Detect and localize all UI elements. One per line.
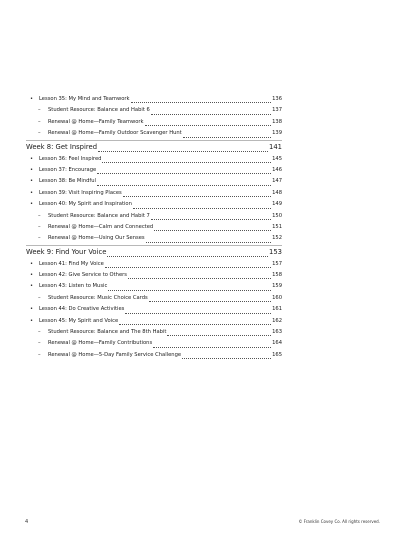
bullet-marker: •: [30, 201, 34, 208]
dash-marker: –: [38, 351, 41, 358]
toc-entry-page: 150: [272, 212, 282, 219]
toc-sub-entry: [26, 222, 282, 233]
toc-entry-page: 141: [269, 142, 282, 151]
toc-entry-page: 145: [272, 155, 282, 162]
toc-entry-page: 163: [272, 329, 282, 336]
toc-entry-page: 149: [272, 201, 282, 208]
toc-sub-entry: [26, 211, 282, 222]
toc-entry-title: Student Resource: Balance and Habit 6: [48, 107, 150, 114]
dot-leader: [102, 162, 271, 163]
toc-lesson-entry: [26, 176, 282, 187]
toc-lesson-entry: [26, 316, 282, 327]
dash-marker: –: [38, 107, 41, 114]
toc-sub-entry: [26, 233, 282, 244]
toc-sub-entry: [26, 327, 282, 338]
bullet-marker: •: [30, 189, 34, 196]
toc-entry-title: Renewal @ Home—Using Our Senses: [48, 235, 145, 242]
toc-entry-title: Renewal @ Home—Family Teamwork: [48, 118, 144, 125]
toc-sub-entry: [26, 293, 282, 304]
dot-leader: [146, 242, 272, 243]
toc-lesson-entry: [26, 281, 282, 292]
toc-entry-title: Week 9: Find Your Voice: [26, 247, 107, 256]
toc-entry-page: 164: [272, 340, 282, 347]
bullet-marker: •: [30, 272, 34, 279]
toc-entry-page: 148: [272, 189, 282, 196]
toc-lesson-entry: [26, 304, 282, 315]
bullet-marker: •: [30, 283, 34, 290]
toc-entry-page: 152: [272, 235, 282, 242]
toc-entry-title: Lesson 42: Give Service to Others: [39, 272, 127, 279]
dash-marker: –: [38, 223, 41, 230]
toc-entry-title: Week 8: Get Inspired: [26, 142, 98, 151]
toc-entry-page: 158: [272, 272, 282, 279]
toc-entry-title: Lesson 45: My Spirit and Voice: [39, 317, 119, 324]
dot-leader: [98, 151, 268, 152]
toc-entry-title: Lesson 41: Find My Voice: [39, 260, 104, 267]
toc-lesson-entry: [26, 259, 282, 270]
dot-leader: [128, 278, 271, 279]
toc-sub-entry: [26, 128, 282, 139]
toc-entry-title: Renewal @ Home—Calm and Connected: [48, 223, 154, 230]
dot-leader: [182, 358, 271, 359]
dot-leader: [125, 313, 271, 314]
dot-leader: [149, 301, 271, 302]
dash-marker: –: [38, 130, 41, 137]
dot-leader: [183, 137, 271, 138]
toc-lesson-entry: [26, 94, 282, 105]
copyright-notice: © Franklin Covey Co. All rights reserved.: [298, 519, 380, 524]
dot-leader: [154, 230, 271, 231]
bullet-marker: •: [30, 155, 34, 162]
toc-entry-title: Renewal @ Home—Family Outdoor Scavenger Hunt: [48, 130, 182, 137]
dot-leader: [108, 290, 271, 291]
dot-leader: [107, 256, 268, 257]
toc-entry-page: 139: [272, 130, 282, 137]
toc-entry-page: 151: [272, 223, 282, 230]
dot-leader: [151, 219, 271, 220]
dot-leader: [97, 173, 271, 174]
dash-marker: –: [38, 118, 41, 125]
toc-entry-title: Student Resource: Balance and Habit 7: [48, 212, 150, 219]
toc-entry-page: 159: [272, 283, 282, 290]
toc-entry-page: 147: [272, 178, 282, 185]
toc-entry-page: 153: [269, 247, 282, 256]
toc-section-heading: [26, 245, 282, 259]
dot-leader: [131, 102, 272, 103]
toc-entry-page: 161: [272, 306, 282, 313]
toc-entry-page: 146: [272, 166, 282, 173]
bullet-marker: •: [30, 317, 34, 324]
toc-entry-title: Student Resource: Music Choice Cards: [48, 294, 148, 301]
toc-entry-title: Lesson 36: Feel Inspired: [39, 155, 102, 162]
toc-lesson-entry: [26, 154, 282, 165]
dash-marker: –: [38, 235, 41, 242]
dot-leader: [97, 185, 271, 186]
toc-entry-title: Renewal @ Home—Family Contributions: [48, 340, 153, 347]
bullet-marker: •: [30, 178, 34, 185]
toc-entry-title: Student Resource: Balance and The 8th Habit: [48, 329, 167, 336]
toc-sub-entry: [26, 338, 282, 349]
toc-entry-title: Renewal @ Home—5-Day Family Service Challenge: [48, 351, 182, 358]
dash-marker: –: [38, 340, 41, 347]
toc-lesson-entry: [26, 199, 282, 210]
dot-leader: [153, 347, 271, 348]
toc-lesson-entry: [26, 270, 282, 281]
toc-entry-page: 136: [272, 95, 282, 102]
toc-entry-title: Lesson 40: My Spirit and Inspiration: [39, 201, 132, 208]
page-number: 4: [25, 519, 29, 525]
toc-entry-page: 160: [272, 294, 282, 301]
dash-marker: –: [38, 294, 41, 301]
toc-entry-page: 157: [272, 260, 282, 267]
toc-entry-page: 137: [272, 107, 282, 114]
toc-sub-entry: [26, 350, 282, 361]
dot-leader: [167, 335, 271, 336]
bullet-marker: •: [30, 306, 34, 313]
toc-entry-title: Lesson 39: Visit Inspiring Places: [39, 189, 122, 196]
dot-leader: [123, 196, 271, 197]
toc-entry-page: 162: [272, 317, 282, 324]
toc-entry-title: Lesson 44: Do Creative Activities: [39, 306, 125, 313]
dot-leader: [151, 114, 271, 115]
toc-entry-title: Lesson 38: Be Mindful: [39, 178, 96, 185]
bullet-marker: •: [30, 260, 34, 267]
dot-leader: [119, 324, 271, 325]
toc-sub-entry: [26, 117, 282, 128]
table-of-contents: [26, 94, 282, 361]
toc-entry-title: Lesson 37: Encourage: [39, 166, 97, 173]
dot-leader: [105, 267, 271, 268]
toc-entry-title: Lesson 43: Listen to Music: [39, 283, 108, 290]
bullet-marker: •: [30, 95, 34, 102]
toc-entry-page: 138: [272, 118, 282, 125]
dash-marker: –: [38, 329, 41, 336]
dash-marker: –: [38, 212, 41, 219]
bullet-marker: •: [30, 166, 34, 173]
toc-sub-entry: [26, 105, 282, 116]
toc-lesson-entry: [26, 188, 282, 199]
toc-section-heading: [26, 140, 282, 154]
toc-lesson-entry: [26, 165, 282, 176]
dot-leader: [133, 208, 271, 209]
dot-leader: [145, 125, 272, 126]
toc-entry-page: 165: [272, 351, 282, 358]
toc-entry-title: Lesson 35: My Mind and Teamwork: [39, 95, 130, 102]
